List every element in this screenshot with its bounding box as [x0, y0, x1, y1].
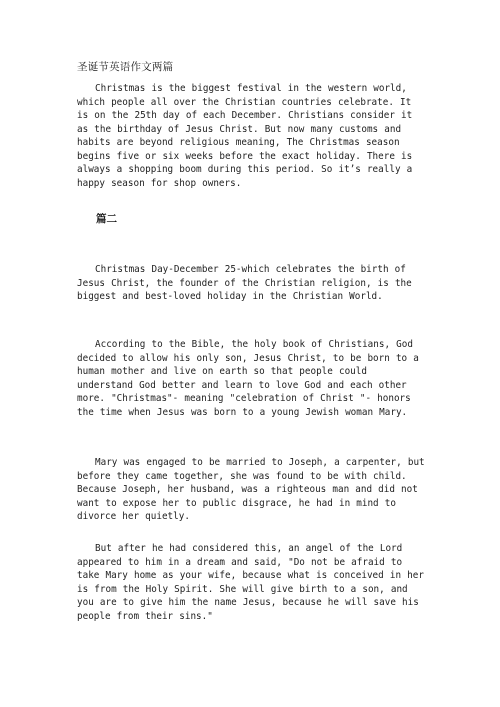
paragraph-1: Christmas is the biggest festival in the western world, which people all over the Christian countries celebrate. It is on the 25th day of each December. Christians consider it as the birthday of Jesus Christ. But now many customs and habits are beyond religious meaning, The Christmas season begins five or six weeks before the exact holiday. There is always a shopping boom during this period. So it’s really a happy season for shop owners.: [77, 83, 413, 189]
paragraph-3: According to the Bible, the holy book of Christians, God decided to allow his only son, Jesus Christ, to be born to a human mother and live on earth so that people could understand God better and learn to love God and each other more. "Christmas"- meaning "celebration of Christ "- honors the time when Jesus was born to a young Jewish woman Mary.: [77, 339, 419, 418]
paragraph-5: But after he had considered this, an angel of the Lord appeared to him in a dream and said, "Do not be afraid to take Mary home as your wife, because what is conceived in her is from the Holy Spirit. She will give birth to a son, and you are to give him the name Jesus, because he will save his people from their sins.": [77, 543, 424, 622]
section-two-heading: 篇二: [96, 213, 117, 225]
paragraph-2: Christmas Day-December 25-which celebrates the birth of Jesus Christ, the founder of the Christian religion, is the biggest and best-loved holiday in the Christian World.: [77, 264, 412, 302]
paragraph-4: Mary was engaged to be married to Joseph, a carpenter, but before they came together, she was found to be with child. Because Joseph, her husband, was a righteous man and did not want to expose her to public disgrace, he had in mind to divorce her quietly.: [77, 457, 425, 522]
document-title: 圣诞节英语作文两篇: [77, 61, 174, 73]
